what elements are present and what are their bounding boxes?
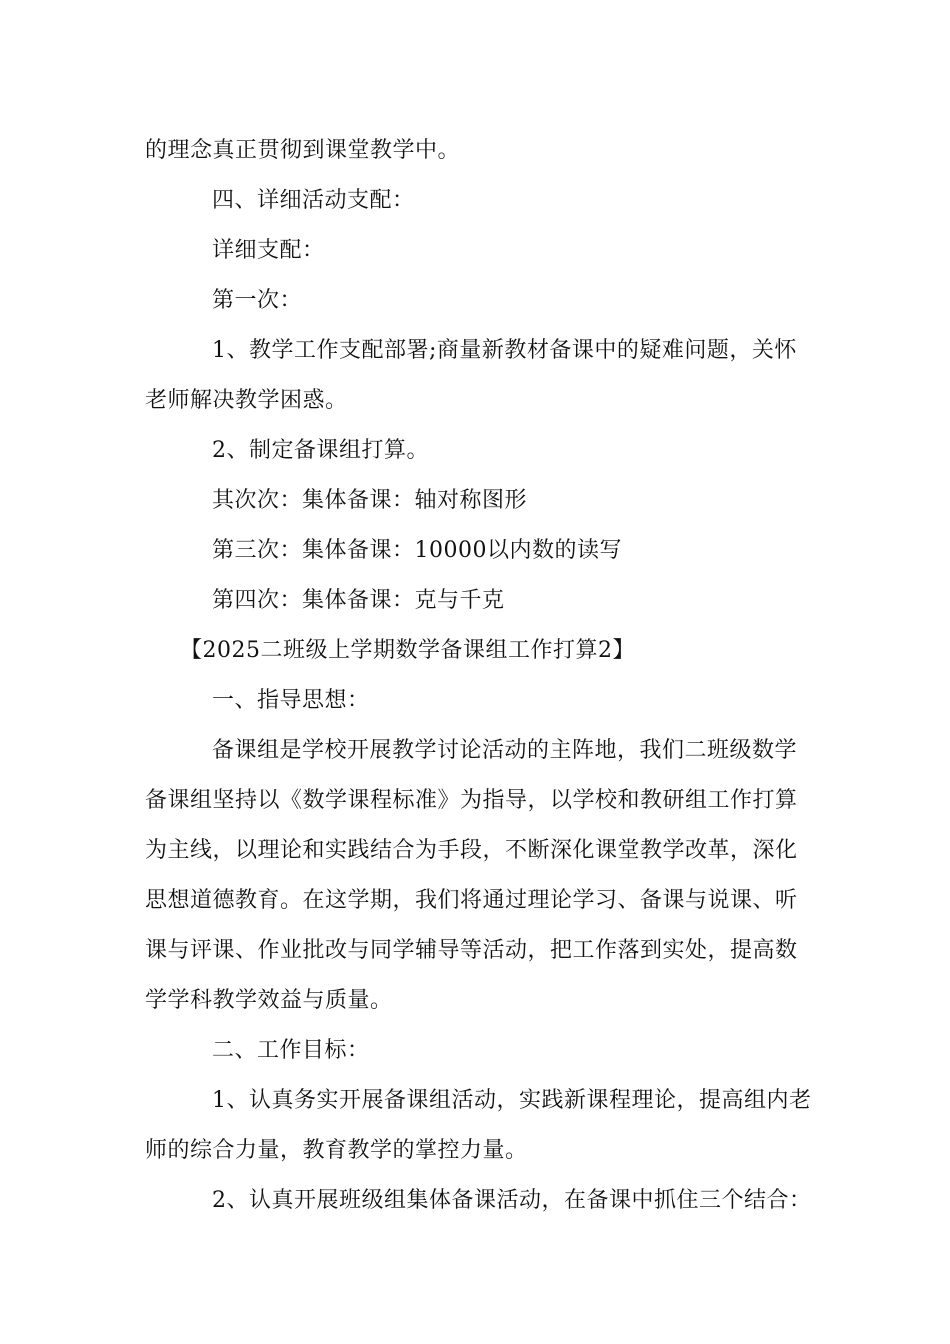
paragraph-line: 2、认真开展班级组集体备课活动，在备课中抓住三个结合： [212, 1188, 812, 1213]
paragraph-line: 思想道德教育。在这学期，我们将通过理论学习、备课与说课、听 [145, 888, 798, 913]
paragraph-line: 备课组坚持以《数学课程标准》为指导，以学校和教研组工作打算 [145, 788, 798, 813]
paragraph-line: 第三次：集体备课：10000以内数的读写 [212, 538, 622, 563]
paragraph-line: 为主线，以理论和实践结合为手段，不断深化课堂教学改革，深化 [145, 838, 798, 863]
paragraph-line: 详细支配： [212, 238, 325, 263]
paragraph-line: 学学科教学效益与质量。 [145, 988, 393, 1013]
paragraph-line: 老师解决教学困惑。 [145, 388, 348, 413]
paragraph-line: 课与评课、作业批改与同学辅导等活动，把工作落到实处，提高数 [145, 938, 798, 963]
section-heading: 一、指导思想： [212, 688, 370, 713]
section-heading: 四、详细活动支配： [212, 188, 415, 213]
paragraph-line: 其次次：集体备课：轴对称图形 [212, 488, 528, 513]
paragraph-line: 第四次：集体备课：克与千克 [212, 588, 505, 613]
section-heading: 二、工作目标： [212, 1038, 370, 1063]
paragraph-line: 备课组是学校开展教学讨论活动的主阵地，我们二班级数学 [212, 738, 798, 763]
paragraph-line: 第一次： [212, 288, 303, 313]
paragraph-line: 2、制定备课组打算。 [212, 438, 429, 463]
paragraph-line: 师的综合力量，教育教学的掌控力量。 [145, 1138, 528, 1163]
paragraph-line: 1、认真务实开展备课组活动，实践新课程理论，提高组内老 [212, 1088, 812, 1113]
paragraph-line: 的理念真正贯彻到课堂教学中。 [145, 138, 461, 163]
paragraph-line: 1、教学工作支配部署;商量新教材备课中的疑难问题，关怀 [212, 338, 797, 363]
document-title: 【2025二班级上学期数学备课组工作打算2】 [180, 638, 635, 663]
